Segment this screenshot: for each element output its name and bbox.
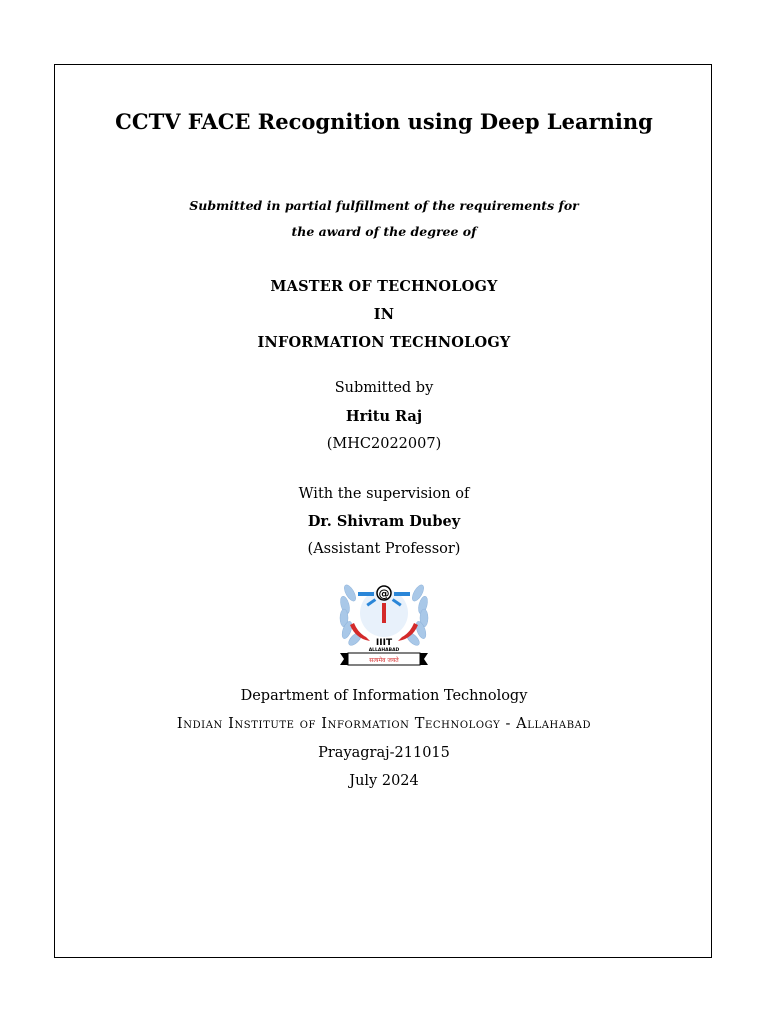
iiit-allahabad-logo	[336, 575, 432, 667]
author-id: (MHC2022007)	[326, 436, 442, 452]
supervisor-title: (Assistant Professor)	[307, 541, 461, 557]
submission-line-1: Submitted in partial fulfillment of the requirements for	[189, 198, 579, 213]
degree-line-2: IN	[373, 306, 395, 323]
address: Prayagraj-211015	[318, 745, 450, 761]
degree-line-1: MASTER OF TECHNOLOGY	[270, 278, 498, 295]
submitted-by-label: Submitted by	[334, 380, 434, 396]
svg-text:@: @	[378, 587, 390, 600]
degree-line-3: INFORMATION TECHNOLOGY	[257, 334, 511, 351]
thesis-title: CCTV FACE Recognition using Deep Learning	[115, 109, 653, 134]
logo-motto-text: सत्यमेव जयते	[369, 657, 399, 664]
author-name: Hritu Raj	[345, 408, 423, 425]
submission-line-2: the award of the degree of	[291, 224, 477, 239]
department: Department of Information Technology	[240, 688, 528, 704]
logo-iiit-text: IIIT	[375, 638, 393, 648]
supervisor-name: Dr. Shivram Dubey	[307, 513, 461, 530]
institute-name: Indian Institute of Information Technology - Allahabad	[176, 716, 592, 732]
submission-date: July 2024	[349, 773, 419, 789]
logo-city-text: ALLAHABAD	[368, 648, 400, 653]
supervision-label: With the supervision of	[298, 486, 470, 502]
